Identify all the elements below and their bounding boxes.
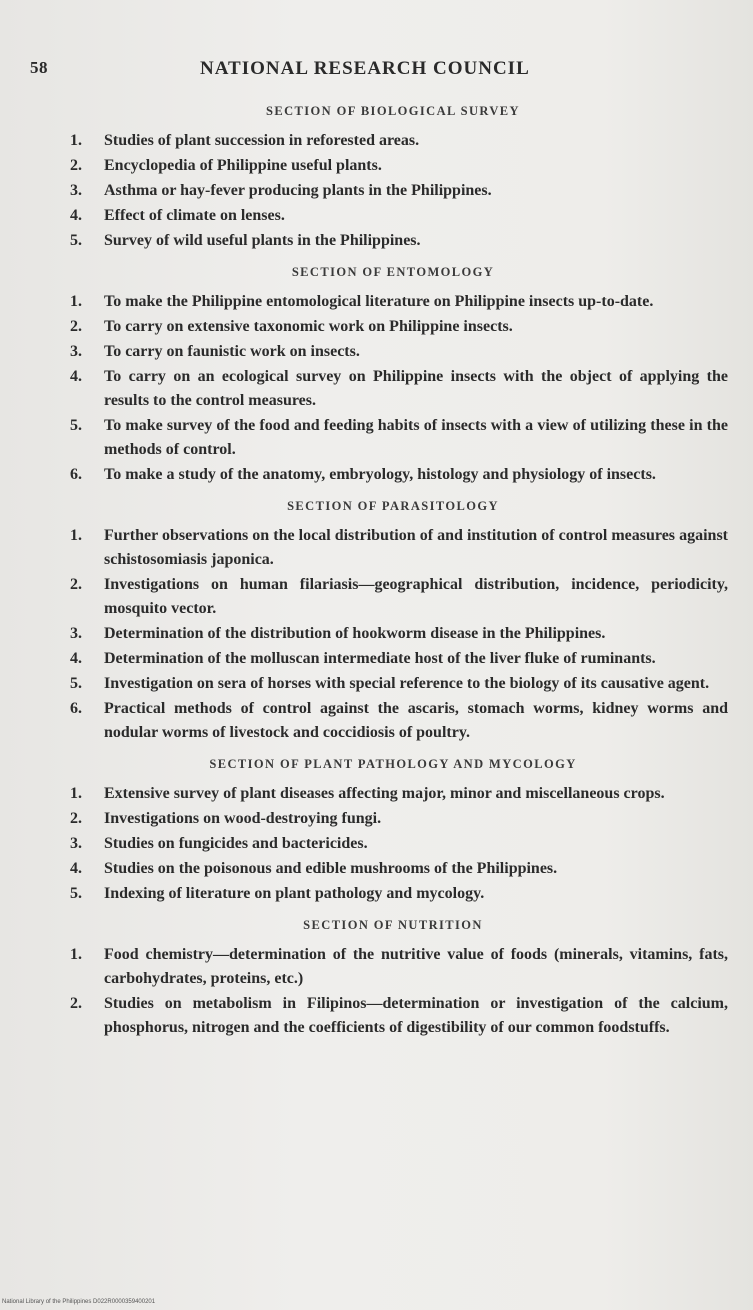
list-item — [58, 129, 728, 153]
item-number: 3. — [70, 343, 82, 360]
list-item — [58, 463, 728, 487]
item-text: Food chemistry—determination of the nutritive value of foods (minerals, vitamins, fats, carbohydrates, proteins, etc.) — [104, 946, 728, 987]
section-item-list — [58, 524, 728, 745]
item-text: To make the Philippine entomological literature on Philippine insects up-to-date. — [104, 293, 654, 310]
section-item-list — [58, 290, 728, 487]
item-number: 6. — [70, 700, 82, 717]
list-item — [58, 340, 728, 364]
list-item — [58, 524, 728, 572]
item-number: 3. — [70, 182, 82, 199]
section — [58, 918, 728, 1040]
running-head: NATIONAL RESEARCH COUNCIL — [200, 58, 530, 79]
item-text: Encyclopedia of Philippine useful plants. — [104, 157, 382, 174]
section-title: SECTION OF PLANT PATHOLOGY AND MYCOLOGY — [209, 757, 577, 771]
item-text: Further observations on the local distribution of and institution of control measures against schistosomiasis japonica. — [104, 527, 728, 568]
item-text: Effect of climate on lenses. — [104, 207, 285, 224]
item-number: 1. — [70, 527, 82, 544]
item-text: Studies on the poisonous and edible mushrooms of the Philippines. — [104, 860, 558, 877]
section-item-list — [58, 129, 728, 253]
item-number: 4. — [70, 207, 82, 224]
item-number: 5. — [70, 885, 82, 902]
item-number: 2. — [70, 318, 82, 335]
section — [58, 757, 728, 906]
list-item — [58, 857, 728, 881]
list-item — [58, 622, 728, 646]
list-item — [58, 992, 728, 1040]
item-number: 1. — [70, 293, 82, 310]
section-item-list — [58, 782, 728, 906]
item-number: 2. — [70, 810, 82, 827]
item-number: 3. — [70, 625, 82, 642]
item-number: 2. — [70, 576, 82, 593]
page-number: 58 — [30, 58, 48, 77]
list-item — [58, 290, 728, 314]
item-number: 6. — [70, 466, 82, 483]
page-header — [30, 58, 720, 88]
item-text: Survey of wild useful plants in the Philippines. — [104, 232, 421, 249]
item-number: 5. — [70, 675, 82, 692]
list-item — [58, 573, 728, 621]
item-text: Investigation on sera of horses with special reference to the biology of its causative agent. — [104, 675, 710, 692]
list-item — [58, 832, 728, 856]
item-number: 1. — [70, 132, 82, 149]
section-title: SECTION OF NUTRITION — [303, 918, 483, 932]
list-item — [58, 697, 728, 745]
section-item-list — [58, 943, 728, 1040]
list-item — [58, 943, 728, 991]
item-text: Determination of the molluscan intermediate host of the liver fluke of ruminants. — [104, 650, 656, 667]
item-number: 5. — [70, 417, 82, 434]
list-item — [58, 782, 728, 806]
item-text: Studies on metabolism in Filipinos—determination or investigation of the calcium, phosphorus, nitrogen and the coefficients of digestibility of our common foodstuffs. — [104, 995, 728, 1036]
list-item — [58, 647, 728, 671]
item-number: 1. — [70, 946, 82, 963]
list-item — [58, 315, 728, 339]
item-number: 4. — [70, 860, 82, 877]
section-title: SECTION OF BIOLOGICAL SURVEY — [266, 104, 520, 118]
item-text: To make a study of the anatomy, embryology, histology and physiology of insects. — [104, 466, 656, 483]
item-number: 4. — [70, 650, 82, 667]
list-item — [58, 365, 728, 413]
list-item — [58, 882, 728, 906]
item-text: Investigations on wood-destroying fungi. — [104, 810, 382, 827]
item-number: 1. — [70, 785, 82, 802]
item-number: 3. — [70, 835, 82, 852]
item-text: To carry on an ecological survey on Philippine insects with the object of applying the results to the control measures. — [104, 368, 728, 409]
item-number: 5. — [70, 232, 82, 249]
item-text: To carry on extensive taxonomic work on Philippine insects. — [104, 318, 513, 335]
item-text: To carry on faunistic work on insects. — [104, 343, 360, 360]
scan-footer-note: National Library of the Philippines D022R0000359400201 — [2, 1299, 156, 1305]
item-text: Practical methods of control against the ascaris, stomach worms, kidney worms and nodular worms of livestock and coccidiosis of poultry. — [104, 700, 728, 741]
list-item — [58, 229, 728, 253]
item-text: To make survey of the food and feeding habits of insects with a view of utilizing these in the methods of control. — [104, 417, 728, 458]
item-number: 4. — [70, 368, 82, 385]
list-item — [58, 154, 728, 178]
item-text: Asthma or hay-fever producing plants in the Philippines. — [104, 182, 492, 199]
list-item — [58, 807, 728, 831]
section — [58, 265, 728, 487]
item-number: 2. — [70, 157, 82, 174]
item-text: Extensive survey of plant diseases affecting major, minor and miscellaneous crops. — [104, 785, 665, 802]
document-body — [58, 104, 728, 1041]
list-item — [58, 204, 728, 228]
section-title: SECTION OF ENTOMOLOGY — [291, 265, 495, 279]
item-text: Indexing of literature on plant pathology and mycology. — [104, 885, 485, 902]
section — [58, 499, 728, 745]
list-item — [58, 672, 728, 696]
section-title: SECTION OF PARASITOLOGY — [287, 499, 499, 513]
section — [58, 104, 728, 253]
item-text: Investigations on human filariasis—geographical distribution, incidence, periodicity, mosquito vector. — [104, 576, 728, 617]
item-text: Studies of plant succession in reforested areas. — [104, 132, 420, 149]
item-text: Determination of the distribution of hookworm disease in the Philippines. — [104, 625, 606, 642]
item-text: Studies on fungicides and bactericides. — [104, 835, 368, 852]
item-number: 2. — [70, 995, 82, 1012]
list-item — [58, 179, 728, 203]
list-item — [58, 414, 728, 462]
